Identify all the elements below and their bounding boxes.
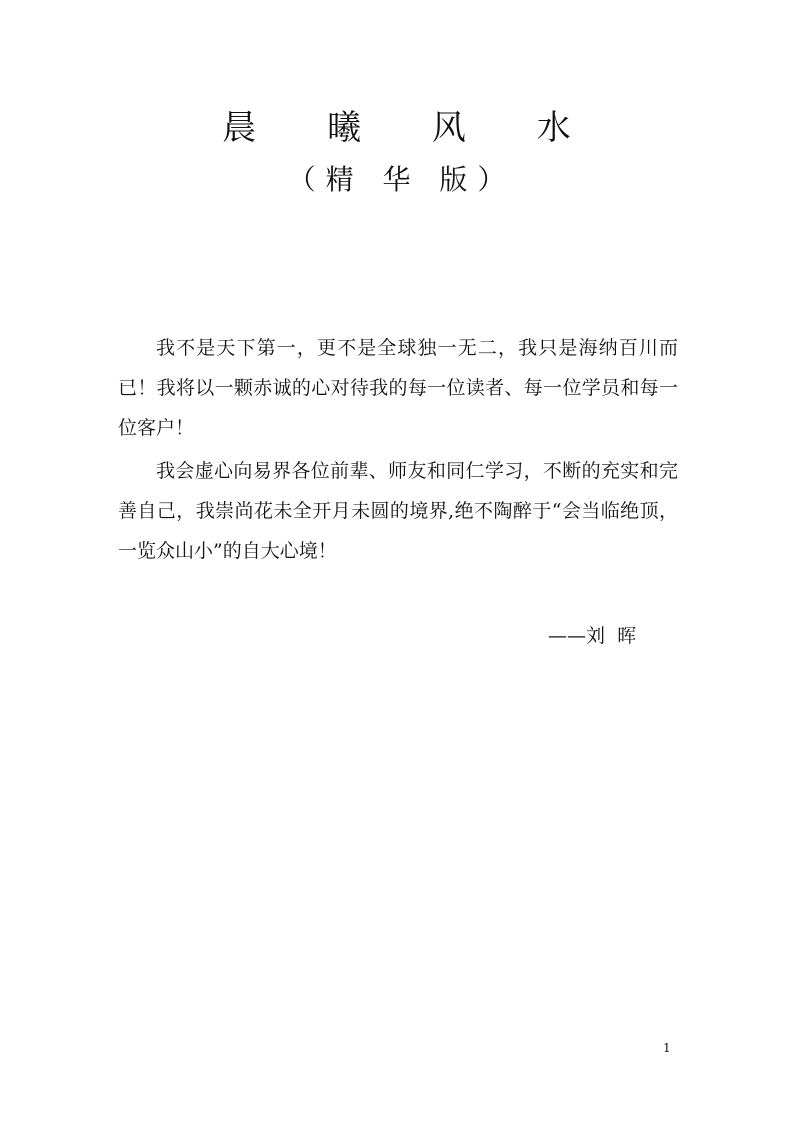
document-title: 晨 曦 风 水 [222,108,601,148]
document-subtitle: （精 华 版） [287,163,516,196]
paragraph-1-block [118,328,678,448]
author-signature: ——刘 晖 [548,625,637,647]
page-number: 1 [663,1041,671,1055]
paragraph-2: 我会虚心向易界各位前辈、师友和同仁学习，不断的充实和完善自己，我崇尚花未全开月未圆的境界,绝不陶醉于“会当临绝顶，一览众山小”的自大心境！ [118,460,678,562]
paragraph-2-block [118,451,678,571]
paragraph-1: 我不是天下第一，更不是全球独一无二，我只是海纳百川而已！我将以一颗赤诚的心对待我的每一位读者、每一位学员和每一位客户！ [118,337,678,439]
